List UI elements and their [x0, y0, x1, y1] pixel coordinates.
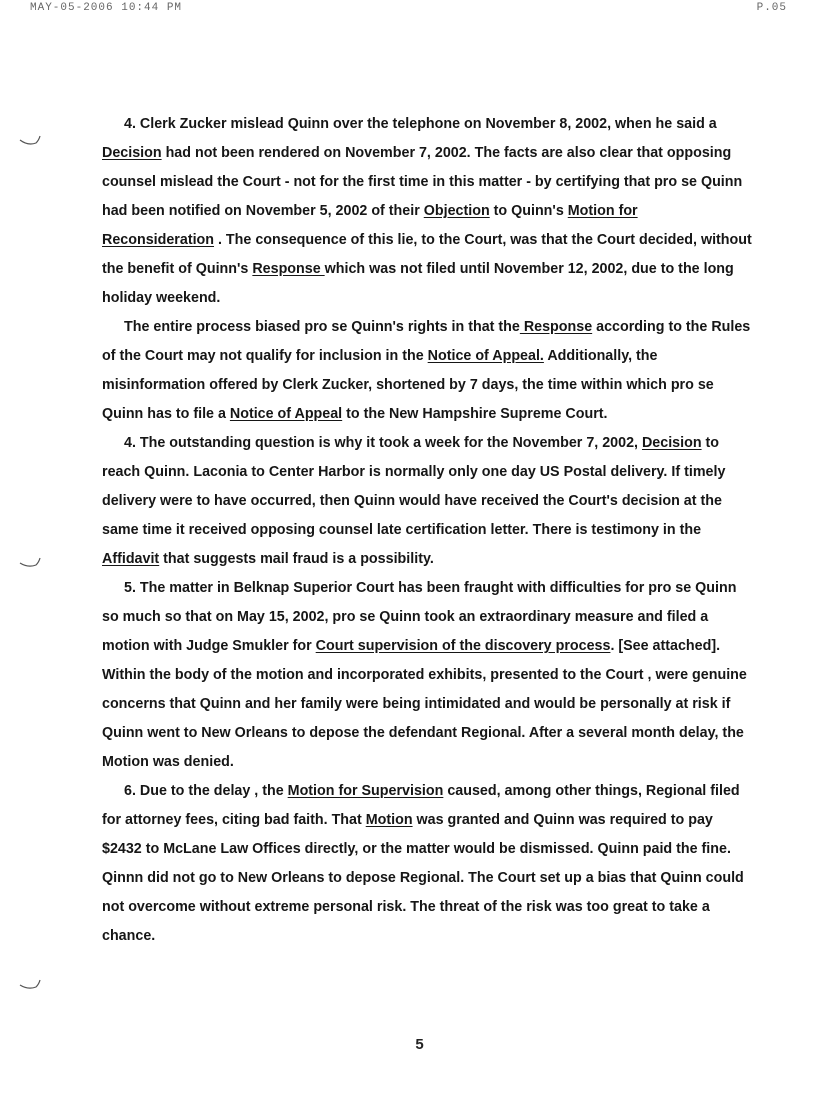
- underlined-term: Notice of Appeal: [229, 406, 343, 422]
- text-run: 4. The outstanding question is why it took a week for the November 7, 2002,: [124, 435, 642, 451]
- paragraph: [102, 110, 752, 313]
- underlined-term: Decision: [102, 145, 162, 161]
- page-number: 5: [415, 1036, 424, 1053]
- text-run: according to the Rules of the Court may not qualify for inclusion in the: [102, 319, 751, 364]
- text-run: which was not filed until November 12, 2002, due to the long holiday weekend.: [102, 261, 734, 306]
- document-body: [102, 110, 752, 951]
- paragraph: [102, 777, 752, 951]
- underlined-term: Motion for Supervision: [287, 783, 444, 799]
- text-run: to reach Quinn. Laconia to Center Harbor is normally only one day US Postal delivery. If timely delivery were to have occurred, then Quinn would have received the Court's decision at the same time it received opposing counsel late certification letter. There is testimony in the: [102, 435, 726, 538]
- fax-header: [30, 2, 787, 16]
- text-run: had not been rendered on November 7, 2002. The facts are also clear that opposing counsel mislead the Court - not for the first time in this matter - by certifying that pro se Quinn had been notified on November 5, 2002 of their: [102, 145, 743, 219]
- underlined-term: Motion: [365, 812, 413, 828]
- hole-punch-mark-icon: [18, 978, 44, 992]
- text-run: that suggests mail fraud is a possibility.: [159, 551, 434, 567]
- underlined-term: Motion for Reconsideration: [102, 203, 638, 248]
- text-run: 4. Clerk Zucker mislead Quinn over the telephone on November 8, 2002, when he said a: [124, 116, 717, 132]
- fax-page-indicator: P.05: [756, 2, 787, 14]
- paragraph: [102, 574, 752, 777]
- underlined-term: Decision: [641, 435, 702, 451]
- text-run: 5. The matter in Belknap Superior Court has been fraught with difficulties for pro se Quinn so much so that on May 15, 2002, pro se Quinn took an extraordinary measure and filed a motion with Judge Smukler for: [102, 580, 737, 654]
- underlined-term: Affidavit: [102, 551, 160, 567]
- hole-punch-mark-icon: [18, 556, 44, 570]
- text-run: caused, among other things, Regional filed for attorney fees, citing bad faith. That: [102, 783, 740, 828]
- underlined-term: Response: [519, 319, 593, 335]
- hole-punch-mark-icon: [18, 134, 44, 148]
- underlined-term: Objection: [423, 203, 490, 219]
- text-run: 6. Due to the delay , the: [124, 783, 288, 799]
- underlined-term: Response: [252, 261, 325, 277]
- text-run: . [See attached]. Within the body of the motion and incorporated exhibits, presented to the Court , were genuine concerns that Quinn and her family were being intimidated and would be personally at risk if Quinn went to New Orleans to depose the defendant Regional. After a several month delay, the Motion was denied.: [102, 638, 747, 770]
- text-run: The entire process biased pro se Quinn's rights in that the: [124, 319, 520, 335]
- text-run: . The consequence of this lie, to the Court, was that the Court decided, without the benefit of Quinn's: [102, 232, 752, 277]
- paragraph: [102, 429, 752, 574]
- underlined-term: Notice of Appeal.: [427, 348, 544, 364]
- text-run: to the New Hampshire Supreme Court.: [342, 406, 608, 422]
- text-run: Additionally, the misinformation offered by Clerk Zucker, shortened by 7 days, the time within which pro se Quinn has to file a: [102, 348, 714, 422]
- fax-timestamp: MAY-05-2006 10:44 PM: [30, 2, 183, 14]
- text-run: to Quinn's: [489, 203, 568, 219]
- text-run: was granted and Quinn was required to pay $2432 to McLane Law Offices directly, or the matter would be dismissed. Quinn paid the fine. Qinnn did not go to New Orleans to depose Regional. The Court set up a bias that Quinn could not overcome without extreme personal risk. The threat of the risk was too great to take a chance.: [102, 812, 744, 944]
- paragraph: [102, 313, 752, 429]
- underlined-term: Court supervision of the discovery process: [315, 638, 611, 654]
